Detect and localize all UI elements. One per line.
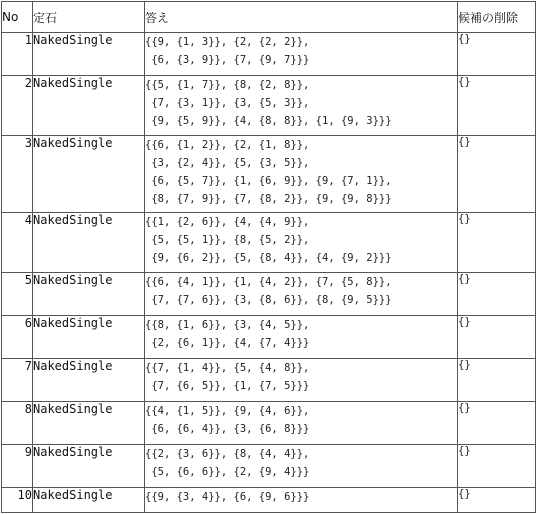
answer-line: {5, {6, 6}}, {2, {9, 4}}} bbox=[145, 466, 310, 478]
candidates-cell: {} bbox=[458, 76, 536, 136]
technique-cell: NakedSingle bbox=[33, 76, 145, 136]
row-number: 1 bbox=[2, 33, 33, 76]
answer-line: {2, {6, 1}}, {4, {7, 4}}} bbox=[145, 337, 310, 349]
table-row bbox=[2, 445, 536, 488]
answer-line: {6, {3, 9}}, {7, {9, 7}}} bbox=[145, 54, 310, 66]
answer-line: {8, {7, 9}}, {7, {8, 2}}, {9, {9, 8}}} bbox=[145, 193, 392, 205]
technique-cell: NakedSingle bbox=[33, 136, 145, 213]
table-row bbox=[2, 136, 536, 213]
candidates-cell: {} bbox=[458, 273, 536, 316]
answer-line: {{1, {2, 6}}, {4, {4, 9}}, bbox=[145, 216, 310, 228]
answer-line: {6, {5, 7}}, {1, {6, 9}}, {9, {7, 1}}, bbox=[145, 175, 392, 187]
row-number: 8 bbox=[2, 402, 33, 445]
answer-line: {9, {5, 9}}, {4, {8, 8}}, {1, {9, 3}}} bbox=[145, 115, 392, 127]
row-number: 6 bbox=[2, 316, 33, 359]
row-number: 3 bbox=[2, 136, 33, 213]
candidates-cell: {} bbox=[458, 445, 536, 488]
candidates-cell: {} bbox=[458, 488, 536, 513]
candidates-cell: {} bbox=[458, 33, 536, 76]
answer-line: {7, {3, 1}}, {3, {5, 3}}, bbox=[145, 97, 310, 109]
table-row bbox=[2, 76, 536, 136]
row-number: 5 bbox=[2, 273, 33, 316]
table-row bbox=[2, 213, 536, 273]
answer-cell bbox=[145, 273, 458, 316]
row-number: 4 bbox=[2, 213, 33, 273]
header-answer: 答え bbox=[145, 2, 458, 33]
answer-line: {5, {5, 1}}, {8, {5, 2}}, bbox=[145, 234, 310, 246]
header-no: No bbox=[2, 2, 33, 33]
technique-cell: NakedSingle bbox=[33, 316, 145, 359]
answer-line: {{2, {3, 6}}, {8, {4, 4}}, bbox=[145, 448, 310, 460]
table-row bbox=[2, 316, 536, 359]
answer-cell bbox=[145, 76, 458, 136]
answer-line: {{7, {1, 4}}, {5, {4, 8}}, bbox=[145, 362, 310, 374]
answer-line: {{6, {4, 1}}, {1, {4, 2}}, {7, {5, 8}}, bbox=[145, 276, 392, 288]
row-number: 9 bbox=[2, 445, 33, 488]
answer-cell bbox=[145, 402, 458, 445]
answer-line: {{5, {1, 7}}, {8, {2, 8}}, bbox=[145, 79, 310, 91]
header-row bbox=[2, 2, 536, 33]
answer-line: {7, {6, 5}}, {1, {7, 5}}} bbox=[145, 380, 310, 392]
answer-line: {{9, {1, 3}}, {2, {2, 2}}, bbox=[145, 36, 310, 48]
candidates-cell: {} bbox=[458, 136, 536, 213]
table-row bbox=[2, 359, 536, 402]
row-number: 10 bbox=[2, 488, 33, 513]
table-row bbox=[2, 402, 536, 445]
technique-cell: NakedSingle bbox=[33, 445, 145, 488]
row-number: 7 bbox=[2, 359, 33, 402]
answer-line: {7, {7, 6}}, {3, {8, 6}}, {8, {9, 5}}} bbox=[145, 294, 392, 306]
answer-cell bbox=[145, 359, 458, 402]
technique-cell: NakedSingle bbox=[33, 33, 145, 76]
header-technique: 定石 bbox=[33, 2, 145, 33]
candidates-cell: {} bbox=[458, 402, 536, 445]
technique-cell: NakedSingle bbox=[33, 488, 145, 513]
technique-cell: NakedSingle bbox=[33, 402, 145, 445]
answer-cell bbox=[145, 445, 458, 488]
answer-line: {6, {6, 4}}, {3, {6, 8}}} bbox=[145, 423, 310, 435]
candidates-cell: {} bbox=[458, 213, 536, 273]
candidates-cell: {} bbox=[458, 316, 536, 359]
answer-line: {{9, {3, 4}}, {6, {9, 6}}} bbox=[145, 491, 310, 503]
row-number: 2 bbox=[2, 76, 33, 136]
answer-cell bbox=[145, 213, 458, 273]
technique-cell: NakedSingle bbox=[33, 213, 145, 273]
answer-line: {3, {2, 4}}, {5, {3, 5}}, bbox=[145, 157, 310, 169]
table-row bbox=[2, 33, 536, 76]
answer-line: {{4, {1, 5}}, {9, {4, 6}}, bbox=[145, 405, 310, 417]
answer-cell bbox=[145, 136, 458, 213]
answer-cell bbox=[145, 33, 458, 76]
results-table bbox=[1, 1, 536, 513]
header-candidates: 候補の削除 bbox=[458, 2, 536, 33]
table-row bbox=[2, 488, 536, 513]
answer-line: {9, {6, 2}}, {5, {8, 4}}, {4, {9, 2}}} bbox=[145, 252, 392, 264]
answer-cell bbox=[145, 316, 458, 359]
answer-cell bbox=[145, 488, 458, 513]
answer-line: {{6, {1, 2}}, {2, {1, 8}}, bbox=[145, 139, 310, 151]
answer-line: {{8, {1, 6}}, {3, {4, 5}}, bbox=[145, 319, 310, 331]
technique-cell: NakedSingle bbox=[33, 359, 145, 402]
table-row bbox=[2, 273, 536, 316]
technique-cell: NakedSingle bbox=[33, 273, 145, 316]
candidates-cell: {} bbox=[458, 359, 536, 402]
